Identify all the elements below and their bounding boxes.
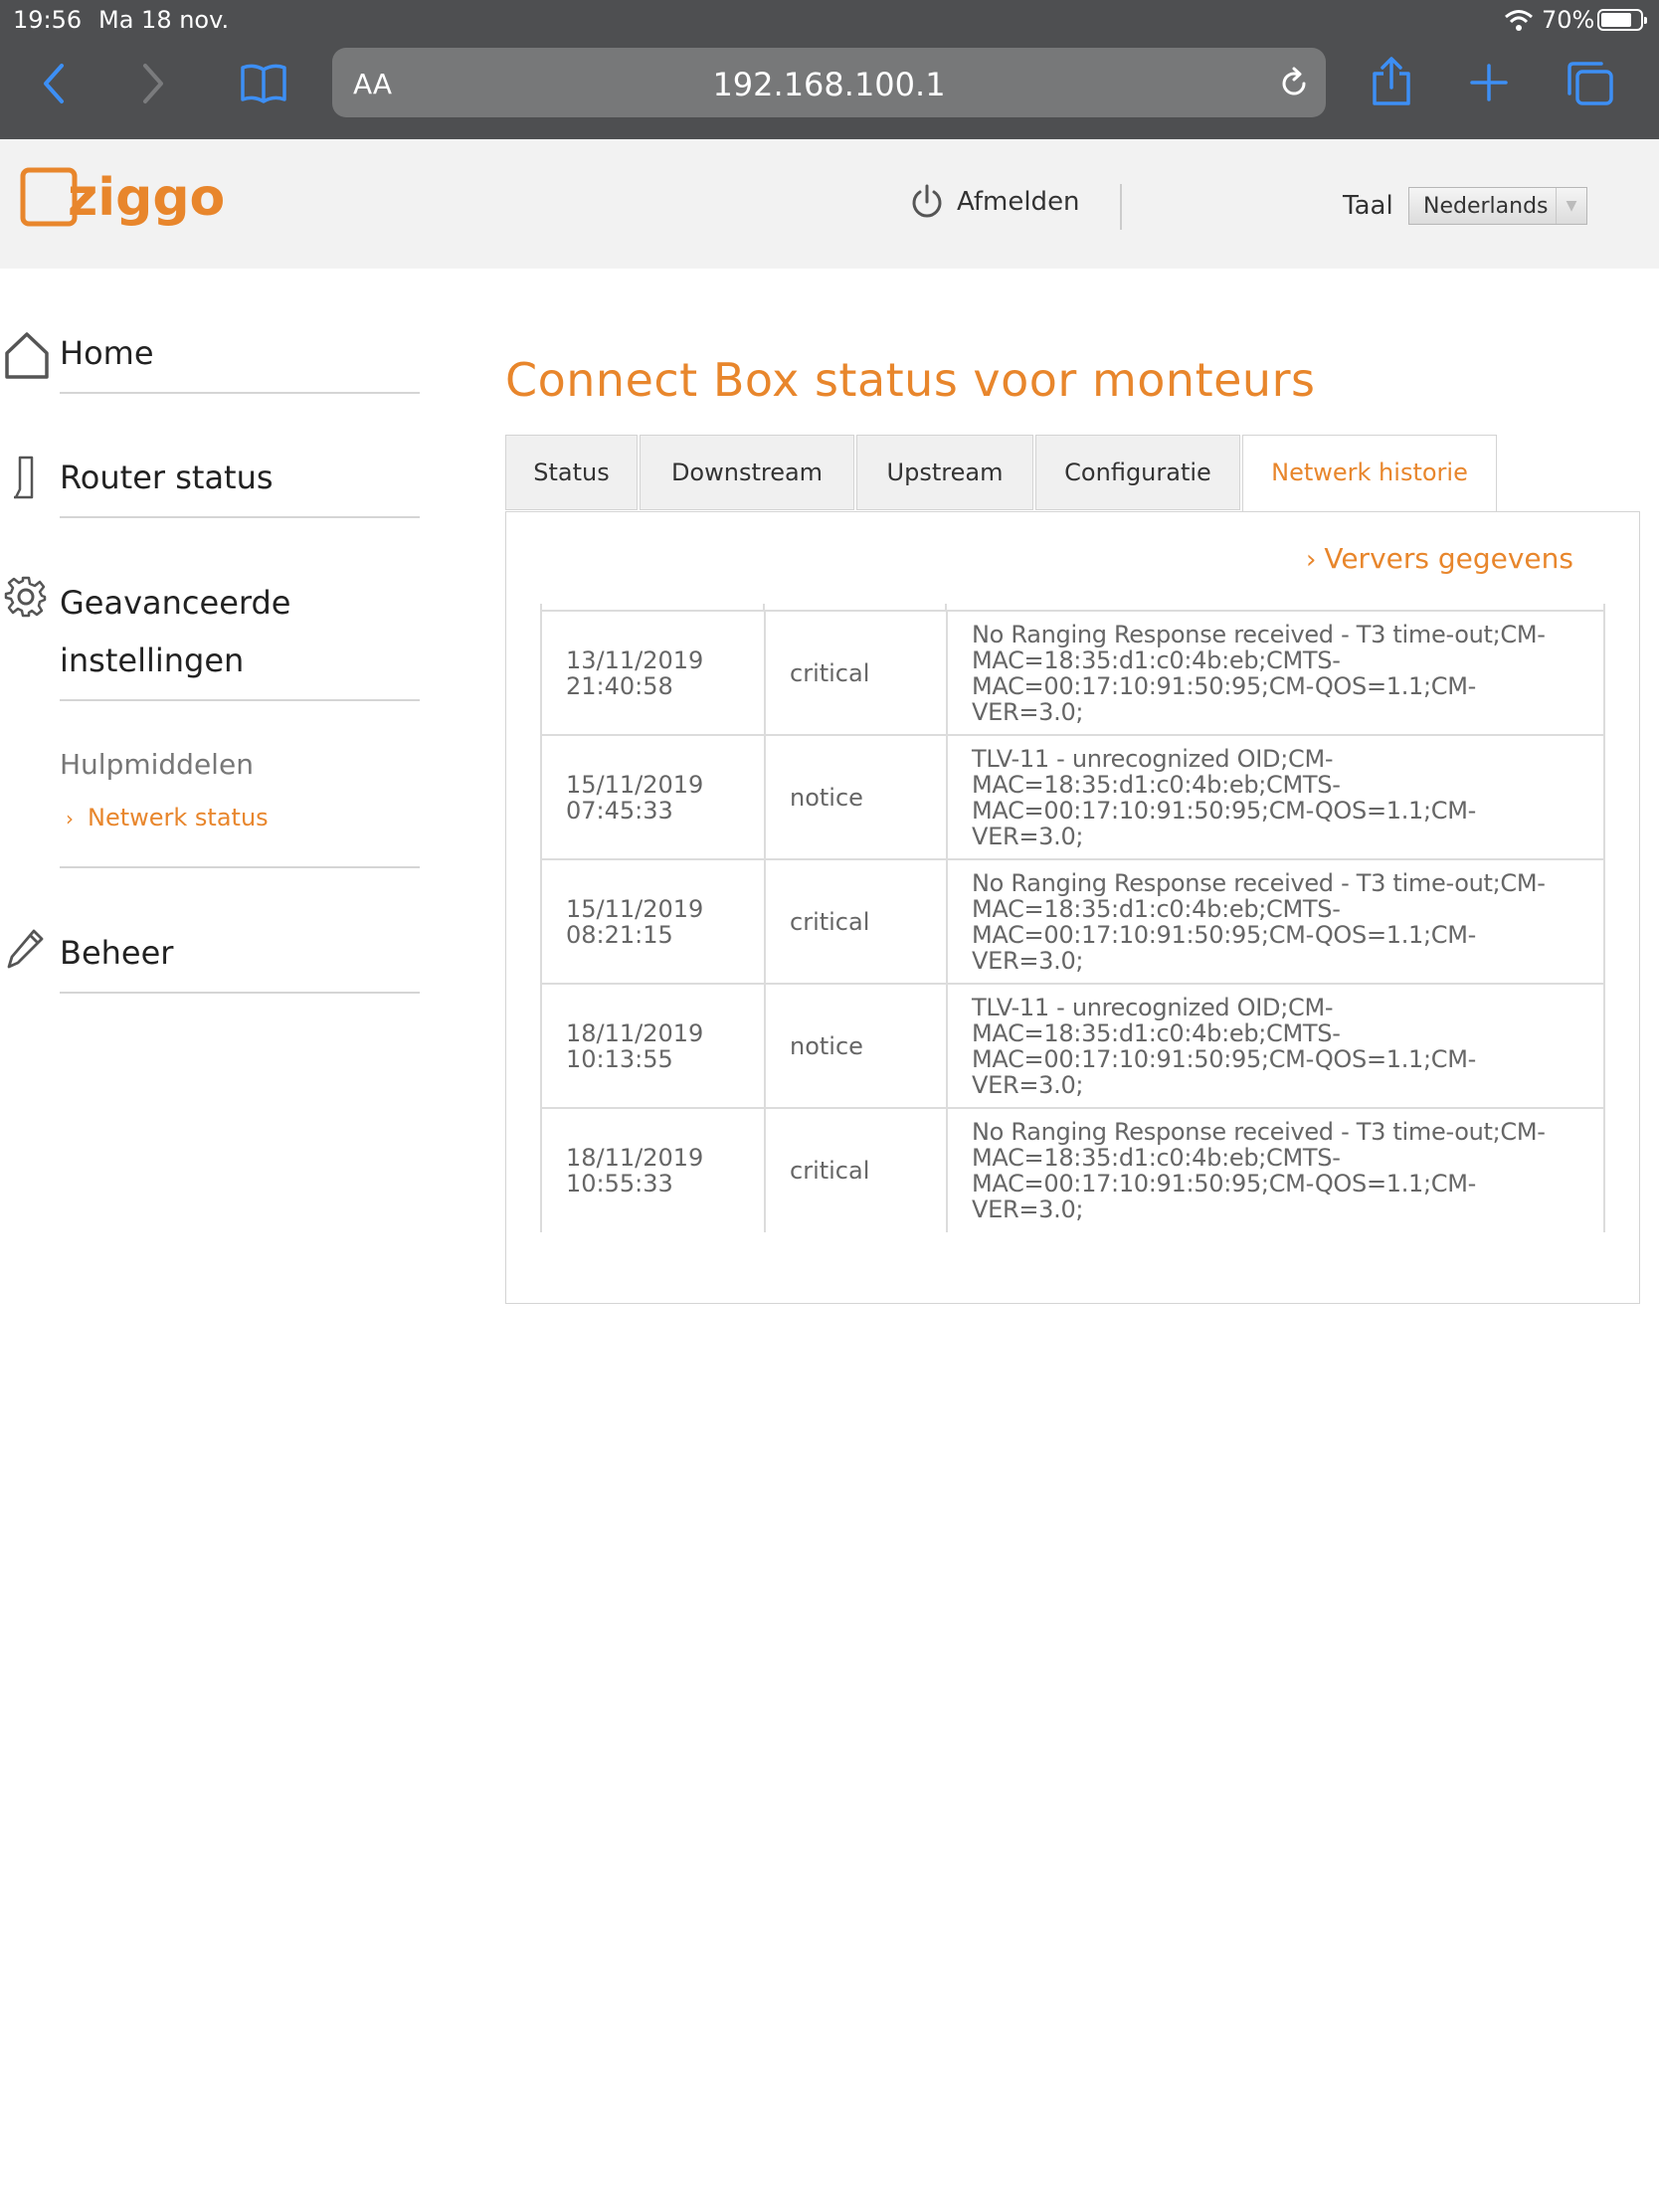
table-row xyxy=(541,859,1604,984)
chevron-down-icon: ▼ xyxy=(1556,188,1586,224)
tab-netwerk-historie[interactable]: Netwerk historie xyxy=(1242,435,1497,512)
tab-downstream[interactable]: Downstream xyxy=(640,435,854,510)
table-row xyxy=(541,735,1604,859)
tab-upstream[interactable]: Upstream xyxy=(856,435,1033,510)
sidebar-subitem-label: Netwerk status xyxy=(88,804,269,831)
divider xyxy=(60,992,420,994)
chevron-right-icon: › xyxy=(1305,545,1317,575)
log-level-cell: notice xyxy=(765,984,947,1108)
logout-label: Afmelden xyxy=(957,187,1080,217)
sidebar-item-home[interactable] xyxy=(0,323,420,393)
log-level-cell: notice xyxy=(765,735,947,859)
battery-icon xyxy=(1597,9,1643,31)
logout-button[interactable] xyxy=(909,183,1080,221)
wifi-icon xyxy=(1504,8,1534,32)
log-level-cell: critical xyxy=(765,611,947,735)
forward-icon[interactable] xyxy=(137,62,167,105)
bookmarks-icon[interactable] xyxy=(239,62,288,105)
new-tab-icon[interactable] xyxy=(1470,64,1508,101)
table-row xyxy=(541,984,1604,1108)
tabs-icon[interactable] xyxy=(1566,60,1615,107)
refresh-label: Ververs gegevens xyxy=(1324,542,1573,575)
back-icon[interactable] xyxy=(40,62,70,105)
table-row xyxy=(541,611,1604,735)
logo-text: ziggo xyxy=(68,168,226,228)
share-icon[interactable] xyxy=(1371,56,1412,107)
sidebar-item-network-status[interactable] xyxy=(66,804,269,831)
battery-percentage: 70% xyxy=(1542,6,1595,34)
network-history-panel xyxy=(505,511,1640,1304)
log-message-cell: No Ranging Response received - T3 time-out;CM-MAC=18:35:d1:c0:4b:eb;CMTS-MAC=00:17:10:91:50:95;CM-QOS=1.1;CM-VER=3.0; xyxy=(947,859,1604,984)
page-title: Connect Box status voor monteurs xyxy=(505,353,1316,407)
log-level-cell: critical xyxy=(765,859,947,984)
log-level-cell: critical xyxy=(765,1108,947,1232)
tab-configuratie[interactable]: Configuratie xyxy=(1035,435,1240,510)
header-divider xyxy=(1120,184,1122,230)
divider xyxy=(60,516,420,518)
sidebar-item-label: Home xyxy=(60,334,154,372)
pencil-icon xyxy=(6,927,46,971)
url-text[interactable]: 192.168.100.1 xyxy=(712,66,946,103)
address-bar[interactable] xyxy=(332,48,1326,117)
log-message-cell: No Ranging Response received - T3 time-out;CM-MAC=18:35:d1:c0:4b:eb;CMTS-MAC=00:17:10:91:50:95;CM-QOS=1.1;CM-VER=3.0; xyxy=(947,1108,1604,1232)
log-message-cell: No Ranging Response received - T3 time-out;CM-MAC=18:35:d1:c0:4b:eb;CMTS-MAC=00:17:10:91:50:95;CM-QOS=1.1;CM-VER=3.0; xyxy=(947,611,1604,735)
tab-status[interactable]: Status xyxy=(505,435,638,510)
language-select[interactable] xyxy=(1408,187,1587,225)
sidebar-item-label: Router status xyxy=(60,459,274,496)
log-time-cell: 15/11/2019 07:45:33 xyxy=(541,735,765,859)
language-value: Nederlands xyxy=(1423,194,1549,219)
status-time: 19:56 xyxy=(13,6,83,34)
log-message-cell: TLV-11 - unrecognized OID;CM-MAC=18:35:d1:c0:4b:eb;CMTS-MAC=00:17:10:91:50:95;CM-QOS=1.1;CM-VER=3.0; xyxy=(947,735,1604,859)
log-time-cell: 18/11/2019 10:55:33 xyxy=(541,1108,765,1232)
table-row xyxy=(541,1108,1604,1232)
status-date: Ma 18 nov. xyxy=(98,6,230,34)
divider xyxy=(60,392,420,394)
ios-status-bar xyxy=(0,0,1659,40)
text-size-button[interactable]: AA xyxy=(353,68,393,100)
tools-header: Hulpmiddelen xyxy=(60,748,254,781)
ziggo-logo[interactable] xyxy=(20,167,226,229)
sidebar-item-label: Beheer xyxy=(60,934,174,972)
log-time-cell: 13/11/2019 21:40:58 xyxy=(541,611,765,735)
log-time-cell: 18/11/2019 10:13:55 xyxy=(541,984,765,1108)
gear-icon xyxy=(4,575,48,619)
divider xyxy=(60,699,420,701)
site-header xyxy=(0,139,1659,269)
sidebar-item-beheer[interactable] xyxy=(0,923,420,993)
router-icon xyxy=(12,454,40,501)
sidebar-item-router-status[interactable] xyxy=(0,448,420,517)
refresh-link[interactable] xyxy=(1306,542,1573,575)
sidebar-item-label: Geavanceerde xyxy=(60,584,291,622)
power-icon xyxy=(909,183,945,221)
sidebar-item-label-line2: instellingen xyxy=(60,642,245,679)
language-label: Taal xyxy=(1343,191,1393,221)
divider xyxy=(60,866,420,868)
sidebar-item-advanced-settings[interactable] xyxy=(0,573,420,692)
log-time-cell: 15/11/2019 08:21:15 xyxy=(541,859,765,984)
network-history-table xyxy=(540,610,1605,1232)
chevron-right-icon: › xyxy=(66,807,74,830)
reload-icon[interactable] xyxy=(1276,66,1312,101)
home-icon xyxy=(2,329,52,381)
log-message-cell: TLV-11 - unrecognized OID;CM-MAC=18:35:d1:c0:4b:eb;CMTS-MAC=00:17:10:91:50:95;CM-QOS=1.1;CM-VER=3.0; xyxy=(947,984,1604,1108)
